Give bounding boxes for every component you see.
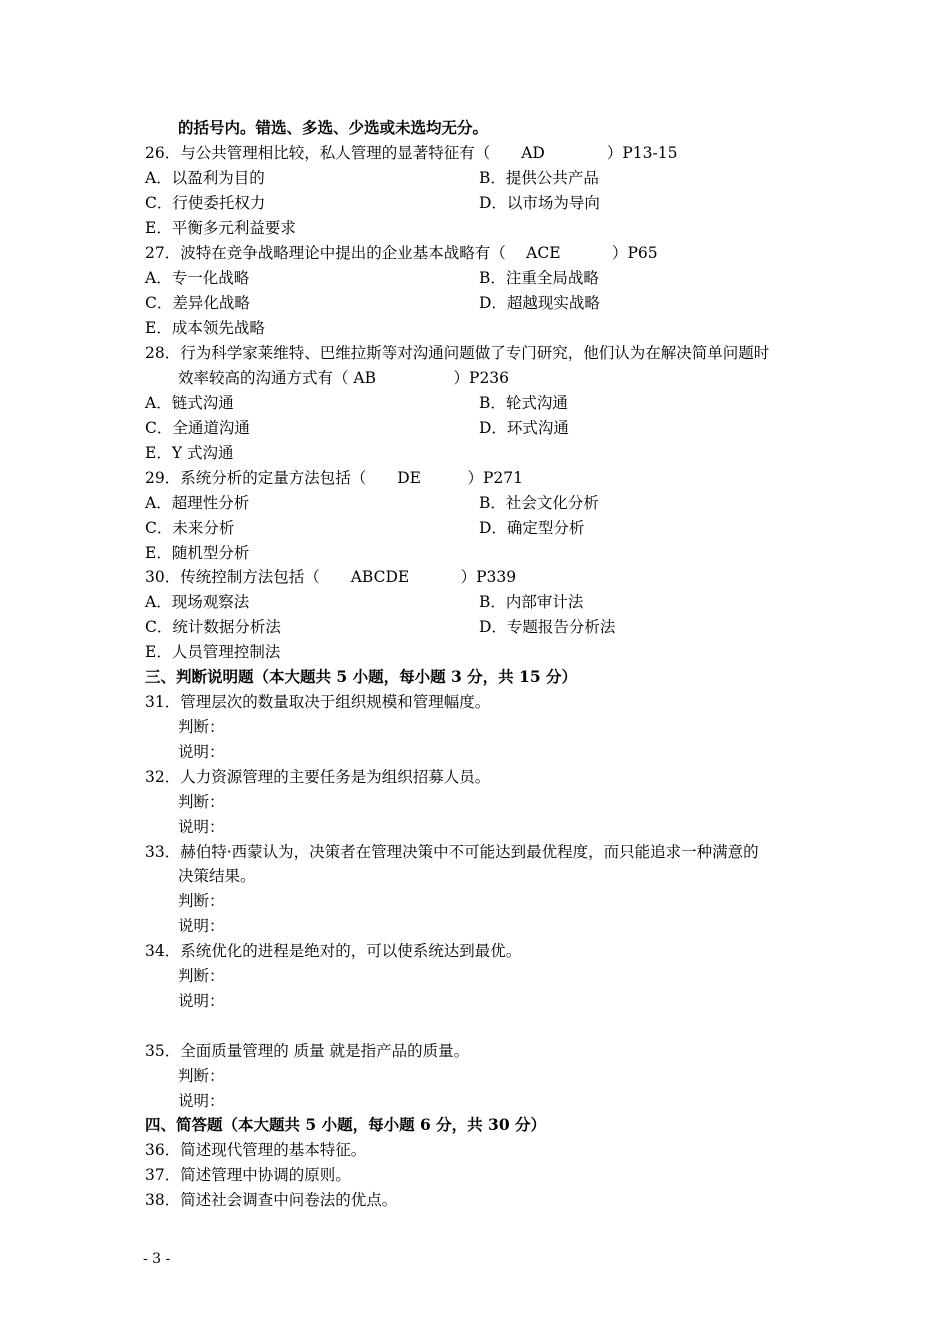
q27-option-e: E．成本领先战略: [145, 319, 265, 337]
q35-judge-label: 判断：: [178, 1067, 225, 1085]
q27-option-c: C．差异化战略: [145, 294, 250, 312]
q30-stem: 30．传统控制方法包括（ ABCDE ）P339: [145, 568, 517, 586]
q29-option-e: E．随机型分析: [145, 544, 250, 562]
q30-option-e: E．人员管理控制法: [145, 643, 281, 661]
q33-stem-line1: 33．赫伯特·西蒙认为，决策者在管理决策中不可能达到最优程度，而只能追求一种满意的: [145, 843, 759, 861]
q26-option-d: D．以市场为导向: [479, 194, 600, 212]
q26-option-a: A．以盈利为目的: [145, 169, 265, 187]
section4-title: 四、简答题（本大题共 5 小题，每小题 6 分，共 30 分）: [145, 1115, 547, 1134]
q30-option-b: B．内部审计法: [479, 593, 584, 611]
q26-option-e: E．平衡多元利益要求: [145, 219, 296, 237]
q28-stem-line1: 28．行为科学家莱维特、巴维拉斯等对沟通问题做了专门研究，他们认为在解决简单问题时: [145, 344, 770, 362]
q35-stem: 35．全面质量管理的 质量 就是指产品的质量。: [145, 1042, 470, 1060]
q27-stem: 27．波特在竞争战略理论中提出的企业基本战略有（ ACE ）P65: [145, 244, 658, 262]
q29-option-b: B．社会文化分析: [479, 494, 599, 512]
q32-judge-label: 判断：: [178, 793, 225, 811]
q29-stem: 29．系统分析的定量方法包括（ DE ）P271: [145, 469, 523, 487]
q35-explain-label: 说明：: [178, 1092, 225, 1110]
q28-option-d: D．环式沟通: [479, 419, 569, 437]
q31-judge-label: 判断：: [178, 718, 225, 736]
q29-option-c: C．未来分析: [145, 519, 235, 537]
q32-explain-label: 说明：: [178, 818, 225, 836]
q26-stem: 26．与公共管理相比较，私人管理的显著特征有（ AD ）P13-15: [145, 144, 678, 162]
q27-option-d: D．超越现实战略: [479, 294, 600, 312]
q31-explain-label: 说明：: [178, 743, 225, 761]
q29-option-a: A．超理性分析: [145, 494, 250, 512]
q29-option-d: D．确定型分析: [479, 519, 585, 537]
q28-option-b: B．轮式沟通: [479, 394, 568, 412]
q33-judge-label: 判断：: [178, 892, 225, 910]
q30-option-c: C．统计数据分析法: [145, 618, 281, 636]
q37-stem: 37．简述管理中协调的原则。: [145, 1166, 351, 1184]
q33-explain-label: 说明：: [178, 917, 225, 935]
instruction-tail: 的括号内。错选、多选、少选或未选均无分。: [178, 118, 489, 137]
q34-explain-label: 说明：: [178, 992, 225, 1010]
q28-option-c: C．全通道沟通: [145, 419, 250, 437]
q34-stem: 34．系统优化的进程是绝对的，可以使系统达到最优。: [145, 942, 522, 960]
q28-option-a: A．链式沟通: [145, 394, 234, 412]
q27-option-a: A．专一化战略: [145, 269, 250, 287]
page-number: - 3 -: [143, 1251, 171, 1267]
q27-option-b: B．注重全局战略: [479, 269, 599, 287]
q28-option-e: E．Y 式沟通: [145, 444, 234, 462]
q34-judge-label: 判断：: [178, 967, 225, 985]
q28-stem-line2: 效率较高的沟通方式有（ AB ）P236: [178, 369, 510, 387]
q30-option-d: D．专题报告分析法: [479, 618, 616, 636]
q33-stem-line2: 决策结果。: [178, 867, 256, 885]
q32-stem: 32．人力资源管理的主要任务是为组织招募人员。: [145, 768, 491, 786]
q26-option-b: B．提供公共产品: [479, 169, 599, 187]
section3-title: 三、判断说明题（本大题共 5 小题，每小题 3 分，共 15 分）: [145, 667, 578, 686]
q26-option-c: C．行使委托权力: [145, 194, 266, 212]
q31-stem: 31．管理层次的数量取决于组织规模和管理幅度。: [145, 693, 491, 711]
q36-stem: 36．简述现代管理的基本特征。: [145, 1141, 367, 1159]
q38-stem: 38．简述社会调查中问卷法的优点。: [145, 1191, 398, 1209]
q30-option-a: A．现场观察法: [145, 593, 250, 611]
